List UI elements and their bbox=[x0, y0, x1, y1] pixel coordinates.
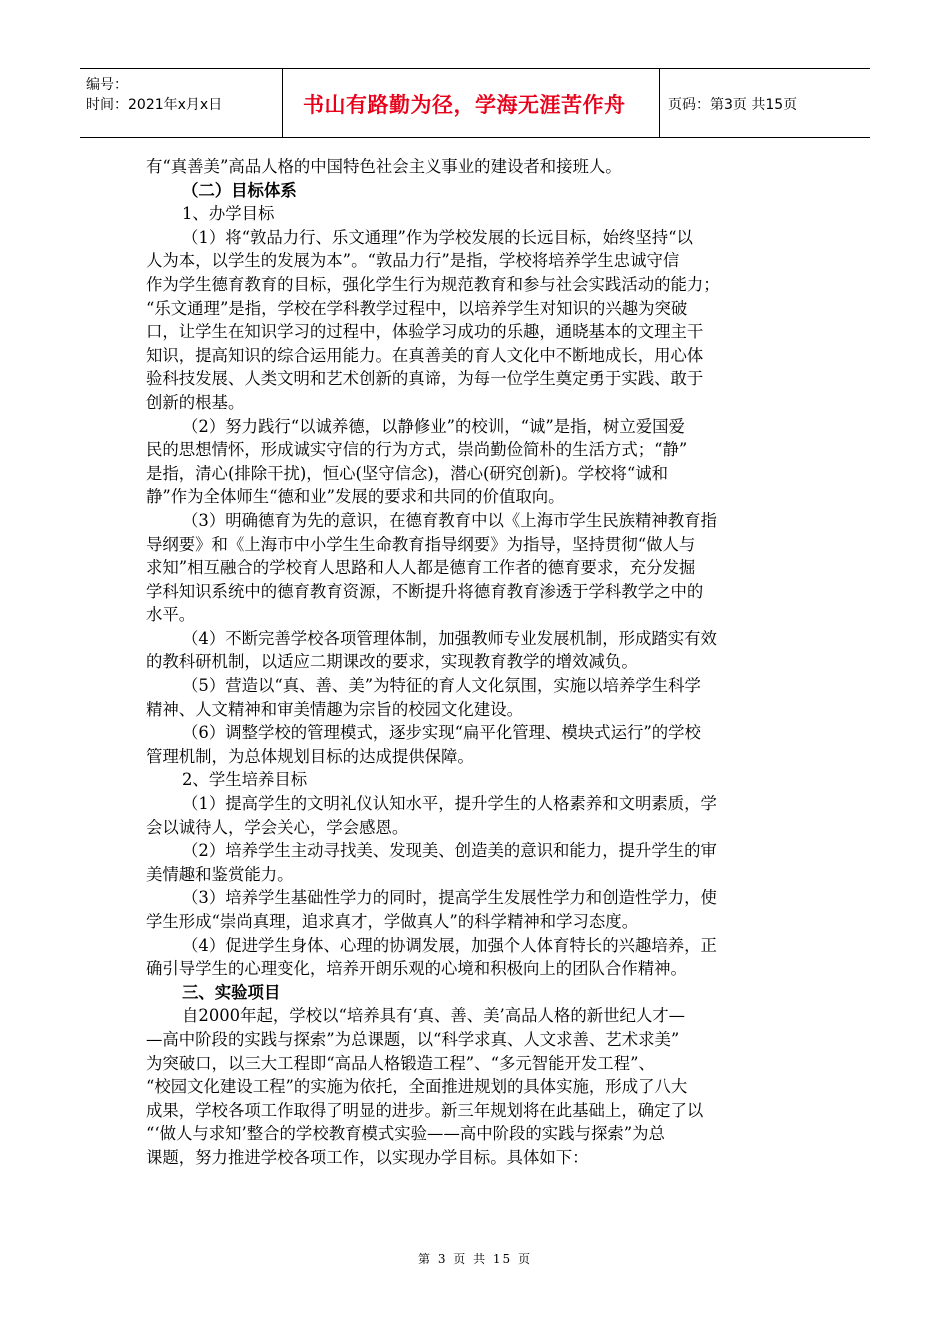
document-body bbox=[146, 155, 808, 1170]
body-text-line: 课题，努力推进学校各项工作，以实现办学目标。具体如下： bbox=[146, 1147, 589, 1167]
header-motto-cell bbox=[282, 69, 660, 137]
body-text-line: 美情趣和鉴赏能力。 bbox=[146, 864, 294, 884]
body-text-line: （3）培养学生基础性学力的同时，提高学生发展性学力和创造性学力，使 bbox=[182, 888, 717, 908]
body-text-line: 民的思想情怀，形成诚实守信的行为方式，崇尚勤俭简朴的生活方式；“静” bbox=[146, 440, 688, 460]
body-text-line: 的教科研机制，以适应二期课改的要求，实现教育教学的增效减负。 bbox=[146, 652, 638, 672]
document-number-label: 编号： bbox=[86, 77, 128, 93]
body-text-line: 水平。 bbox=[146, 605, 196, 625]
body-text-line: 验科技发展、人类文明和艺术创新的真谛，为每一位学生奠定勇于实践、敢于 bbox=[146, 369, 704, 389]
body-text-line: （3）明确德育为先的意识，在德育教育中以《上海市学生民族精神教育指 bbox=[182, 510, 717, 530]
body-text-line: （2）培养学生主动寻找美、发现美、创造美的意识和能力，提升学生的审 bbox=[182, 841, 717, 861]
header-page-cell bbox=[660, 69, 870, 137]
body-text-line: 口，让学生在知识学习的过程中，体验学习成功的乐趣，通晓基本的文理主干 bbox=[146, 322, 704, 342]
body-text-line: 学科知识系统中的德育教育资源，不断提升将德育教育渗透于学科教学之中的 bbox=[146, 581, 704, 601]
body-text-line: （2）努力践行“以诚养德，以静修业”的校训，“诚”是指，树立爱国爱 bbox=[182, 416, 685, 436]
document-date-label: 时间：2021年x月x日 bbox=[86, 97, 223, 113]
page-footer: 第 3 页 共 15 页 bbox=[418, 1252, 532, 1266]
body-text-line: 人为本，以学生的发展为本”。“敦品力行”是指，学校将培养学生忠诚守信 bbox=[146, 251, 680, 271]
body-text-line: 会以诚待人，学会关心，学会感恩。 bbox=[146, 817, 409, 837]
page-header bbox=[80, 68, 870, 138]
body-text-line: （二）目标体系 bbox=[182, 180, 297, 200]
body-text-line: “乐文通理”是指，学校在学科教学过程中，以培养学生对知识的兴趣为突破 bbox=[146, 298, 688, 318]
body-text-line: 1、办学目标 bbox=[182, 204, 275, 224]
body-text-line: （4）不断完善学校各项管理体制，加强教师专业发展机制，形成踏实有效 bbox=[182, 628, 717, 648]
body-text-line: 知识，提高知识的综合运用能力。在真善美的育人文化中不断地成长，用心体 bbox=[146, 345, 704, 365]
body-text-line: （1）将“敦品力行、乐文通理”作为学校发展的长远目标，始终坚持“以 bbox=[182, 227, 693, 247]
body-text-line: 是指，清心(排除干扰)，恒心(坚守信念)，潜心(研究创新)。学校将“诚和 bbox=[146, 463, 669, 483]
body-text-line: 精神、人文精神和审美情趣为宗旨的校园文化建设。 bbox=[146, 699, 523, 719]
body-text-line: 管理机制，为总体规划目标的达成提供保障。 bbox=[146, 746, 474, 766]
header-motto: 书山有路勤为径，学海无涯苦作舟 bbox=[303, 93, 626, 117]
body-text-line: 创新的根基。 bbox=[146, 392, 245, 412]
header-meta bbox=[80, 69, 280, 137]
body-text-line: —高中阶段的实践与探索”为总课题，以“科学求真、人文求善、艺术求美” bbox=[146, 1029, 680, 1049]
body-text-line: 2、学生培养目标 bbox=[182, 770, 308, 790]
body-text-line: （6）调整学校的管理模式，逐步实现“扁平化管理、模块式运行”的学校 bbox=[182, 723, 701, 743]
header-page-info: 页码：第3页 共15页 bbox=[668, 97, 798, 113]
body-text-line: 成果，学校各项工作取得了明显的进步。新三年规划将在此基础上，确定了以 bbox=[146, 1100, 704, 1120]
body-text-line: （1）提高学生的文明礼仪认知水平，提升学生的人格素养和文明素质，学 bbox=[182, 794, 717, 814]
body-text-line: （5）营造以“真、善、美”为特征的育人文化氛围，实施以培养学生科学 bbox=[182, 676, 701, 696]
body-text-line: 导纲要》和《上海市中小学生生命教育指导纲要》为指导，坚持贯彻“做人与 bbox=[146, 534, 696, 554]
body-text-line: 静”作为全体师生“德和业”发展的要求和共同的价值取向。 bbox=[146, 487, 565, 507]
body-text-line: （4）促进学生身体、心理的协调发展，加强个人体育特长的兴趣培养，正 bbox=[182, 935, 717, 955]
body-text-line: 有“真善美”高品人格的中国特色社会主义事业的建设者和接班人。 bbox=[146, 157, 622, 176]
body-text-line: “‘做人与求知’整合的学校教育模式实验——高中阶段的实践与探索”为总 bbox=[146, 1124, 665, 1144]
body-text-line: 为突破口，以三大工程即“高品人格锻造工程”、“多元智能开发工程”、 bbox=[146, 1053, 655, 1073]
body-text-line: 求知”相互融合的学校育人思路和人人都是德育工作者的德育要求，充分发掘 bbox=[146, 558, 696, 578]
body-text-line: 三、实验项目 bbox=[182, 982, 281, 1002]
body-text-line: 自2000年起，学校以“培养具有‘真、善、美’高品人格的新世纪人才— bbox=[182, 1006, 686, 1026]
body-text-line: 作为学生德育教育的目标，强化学生行为规范教育和参与社会实践活动的能力； bbox=[146, 274, 720, 294]
body-text-line: 学生形成“崇尚真理，追求真才，学做真人”的科学精神和学习态度。 bbox=[146, 912, 639, 931]
body-text-line: 确引导学生的心理变化，培养开朗乐观的心境和积极向上的团队合作精神。 bbox=[146, 959, 687, 979]
body-text-line: “校园文化建设工程”的实施为依托，全面推进规划的具体实施，形成了八大 bbox=[146, 1077, 688, 1097]
